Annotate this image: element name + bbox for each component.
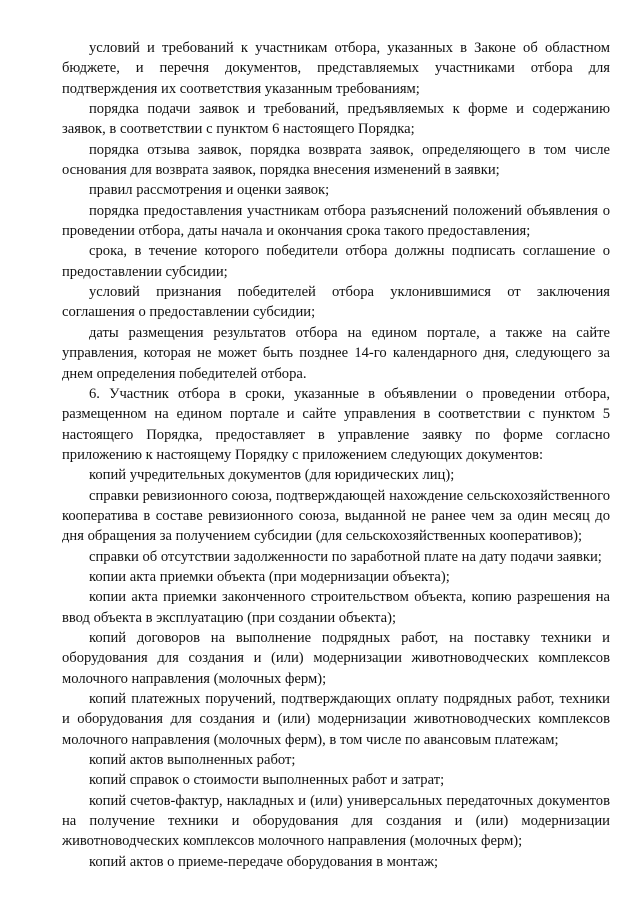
paragraph: копии акта приемки объекта (при модернизации объекта);: [89, 568, 450, 585]
paragraph: порядка отзыва заявок, порядка возврата заявок, определяющего в том числе основания для возврата заявок, порядка внесения изменений в заявки;: [62, 141, 610, 179]
paragraph: справки об отсутствии задолженности по заработной плате на дату подачи заявки;: [89, 548, 602, 565]
section-6-paragraph: 6. Участник отбора в сроки, указанные в объявлении о проведении отбора, размещенном на едином портале и сайте управления в соответствии с пунктом 5 настоящего Порядка, предоставляет в управление заявку по форме согласно приложению к настоящему Порядку с приложением следующих документов:: [62, 385, 610, 463]
paragraph: условий признания победителей отбора уклонившимися от заключения соглашения о предоставлении субсидии;: [62, 284, 610, 321]
document-body: [62, 38, 610, 872]
paragraph: копий актов о приеме-передаче оборудования в монтаж;: [89, 853, 439, 870]
paragraph: копий счетов-фактур, накладных и (или) универсальных передаточных документов на получение техники и оборудования для создания и (или) модернизации животноводческих комплексов молочного направления (молочных ферм);: [62, 792, 610, 850]
paragraph: порядка предоставления участникам отбора разъяснений положений объявления о проведении отбора, даты начала и окончания срока такого предоставления;: [62, 202, 610, 240]
paragraph: порядка подачи заявок и требований, предъявляемых к форме и содержанию заявок, в соответствии с пунктом 6 настоящего Порядка;: [62, 101, 610, 138]
paragraph: копий актов выполненных работ;: [89, 752, 296, 769]
paragraph: условий и требований к участникам отбора, указанных в Законе об областном бюджете, и перечня документов, представляемых участниками отбора для подтверждения их соответствия указанным требованиям;: [62, 40, 610, 97]
paragraph: копии акта приемки законченного строительством объекта, копию разрешения на ввод объекта в эксплуатацию (при создании объекта);: [62, 589, 610, 626]
paragraph: копий учредительных документов (для юридических лиц);: [89, 467, 455, 484]
paragraph: копий платежных поручений, подтверждающих оплату подрядных работ, техники и оборудования для создания и (или) модернизации животноводческих комплексов молочного направления (молочных ферм), в том числе по авансовым платежам;: [62, 691, 610, 748]
paragraph: копий договоров на выполнение подрядных работ, на поставку техники и оборудования для создания и (или) модернизации животноводческих комплексов молочного направления (молочных ферм);: [62, 629, 610, 687]
paragraph: правил рассмотрения и оценки заявок;: [89, 182, 330, 199]
paragraph: срока, в течение которого победители отбора должны подписать соглашение о предоставлении субсидии;: [62, 243, 610, 280]
paragraph: справки ревизионного союза, подтверждающей нахождение сельскохозяйственного кооператива в составе ревизионного союза, выданной не ранее чем за один месяц до дня обращения за получением субсидии (для сельскохозяйственных кооперативов);: [62, 487, 610, 545]
paragraph: даты размещения результатов отбора на едином портале, а также на сайте управления, которая не может быть позднее 14-го календарного дня, следующего за днем определения победителей отбора.: [62, 324, 610, 382]
paragraph: копий справок о стоимости выполненных работ и затрат;: [89, 772, 445, 789]
